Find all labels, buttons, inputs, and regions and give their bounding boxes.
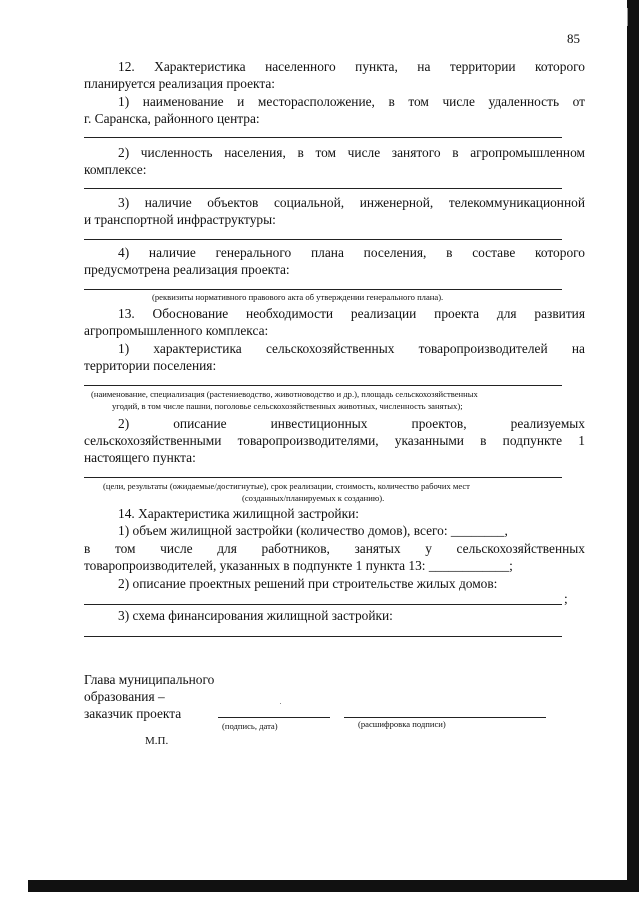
s12-item1-line2: г. Саранска, районного центра:: [84, 111, 260, 126]
signature-caption: (подпись, дата): [222, 721, 278, 731]
signature-title-line1: Глава муниципального: [84, 672, 215, 687]
s13-item1-line2: территории поселения:: [84, 358, 217, 373]
s12-heading-line2: планируется реализация проекта:: [84, 76, 276, 91]
signature-title-line3: заказчик проекта: [84, 706, 182, 721]
s13-item2-line1: 2) описание инвестиционных проектов, реализуемых: [118, 416, 585, 431]
scan-speck: [280, 703, 281, 704]
s12-item1-line1: 1) наименование и месторасположение, в том числе удаленность от: [118, 94, 585, 109]
s14-item1-line1: 1) объем жилищной застройки (количество домов), всего: ________,: [118, 523, 508, 538]
s12-item3-answer-line: [84, 239, 562, 240]
s12-item4-line2: предусмотрена реализация проекта:: [84, 262, 290, 277]
s14-item2-line1: 2) описание проектных решений при строительстве жилых домов:: [118, 576, 498, 591]
s13-item2-caption-line2: (созданных/планируемых к созданию).: [242, 493, 385, 503]
s12-item2-line2: комплексе:: [84, 162, 147, 177]
s14-item2-answer-line: [84, 604, 562, 605]
s12-item2-answer-line: [84, 188, 562, 189]
s14-item1-line3: товаропроизводителей, указанных в подпункте 1 пункта 13: ____________;: [84, 558, 513, 573]
s14-item2-semicolon: ;: [564, 591, 568, 606]
s12-heading-text: 12. Характеристика населенного пункта, на территории которого: [118, 59, 585, 74]
s13-item1-caption-line2: угодий, в том числе пашни, поголовье сельскохозяйственных животных, численность занятых);: [112, 401, 463, 411]
s13-item1-line1: 1) характеристика сельскохозяйственных товаропроизводителей на: [118, 341, 585, 356]
s12-item2-line1: 2) численность населения, в том числе занятого в агропромышленном: [118, 145, 585, 160]
scan-edge-bottom: [28, 880, 639, 892]
s12-item3-line2: и транспортной инфраструктуры:: [84, 212, 276, 227]
s14-item3-line1: 3) схема финансирования жилищной застройки:: [118, 608, 393, 623]
s13-item2-line3: настоящего пункта:: [84, 450, 196, 465]
scan-edge-right: [627, 0, 639, 892]
signature-title-line2: образования –: [84, 689, 165, 704]
signature-line: [218, 717, 330, 718]
signature-decoding-line: [344, 717, 546, 718]
s12-item4-answer-line: [84, 289, 562, 290]
seal-placeholder: М.П.: [145, 735, 169, 747]
scan-corner: [611, 8, 628, 26]
s13-heading-line1: 13. Обоснование необходимости реализации проекта для развития: [118, 306, 585, 321]
page-number: 85: [567, 31, 580, 46]
s13-item1-answer-line: [84, 385, 562, 386]
signature-decoding-caption: (расшифровка подписи): [358, 719, 446, 729]
s12-item1-answer-line: [84, 137, 562, 138]
s12-item3-line1: 3) наличие объектов социальной, инженерной, телекоммуникационной: [118, 195, 585, 210]
s13-item1-caption-line1: (наименование, специализация (растениеводство, животноводство и др.), площадь сельскохозяйственных: [91, 389, 478, 399]
s14-item1-line2: в том числе для работников, занятых у сельскохозяйственных: [84, 541, 585, 556]
s14-item3-answer-line: [84, 636, 562, 637]
s12-item4-caption: (реквизиты нормативного правового акта об утверждении генерального плана).: [152, 292, 444, 302]
s12-item4-line1: 4) наличие генерального плана поселения, в составе которого: [118, 245, 585, 260]
s13-item2-line2: сельскохозяйственными товаропроизводителями, указанными в подпункте 1: [84, 433, 585, 448]
s14-heading: 14. Характеристика жилищной застройки:: [118, 506, 359, 521]
s13-heading-line2: агропромышленного комплекса:: [84, 323, 269, 338]
s12-heading-line1: [118, 58, 585, 75]
s13-item2-caption-line1: (цели, результаты (ожидаемые/достигнутые), срок реализации, стоимость, количество рабочих мест: [103, 481, 470, 491]
s13-item2-answer-line: [84, 477, 562, 478]
